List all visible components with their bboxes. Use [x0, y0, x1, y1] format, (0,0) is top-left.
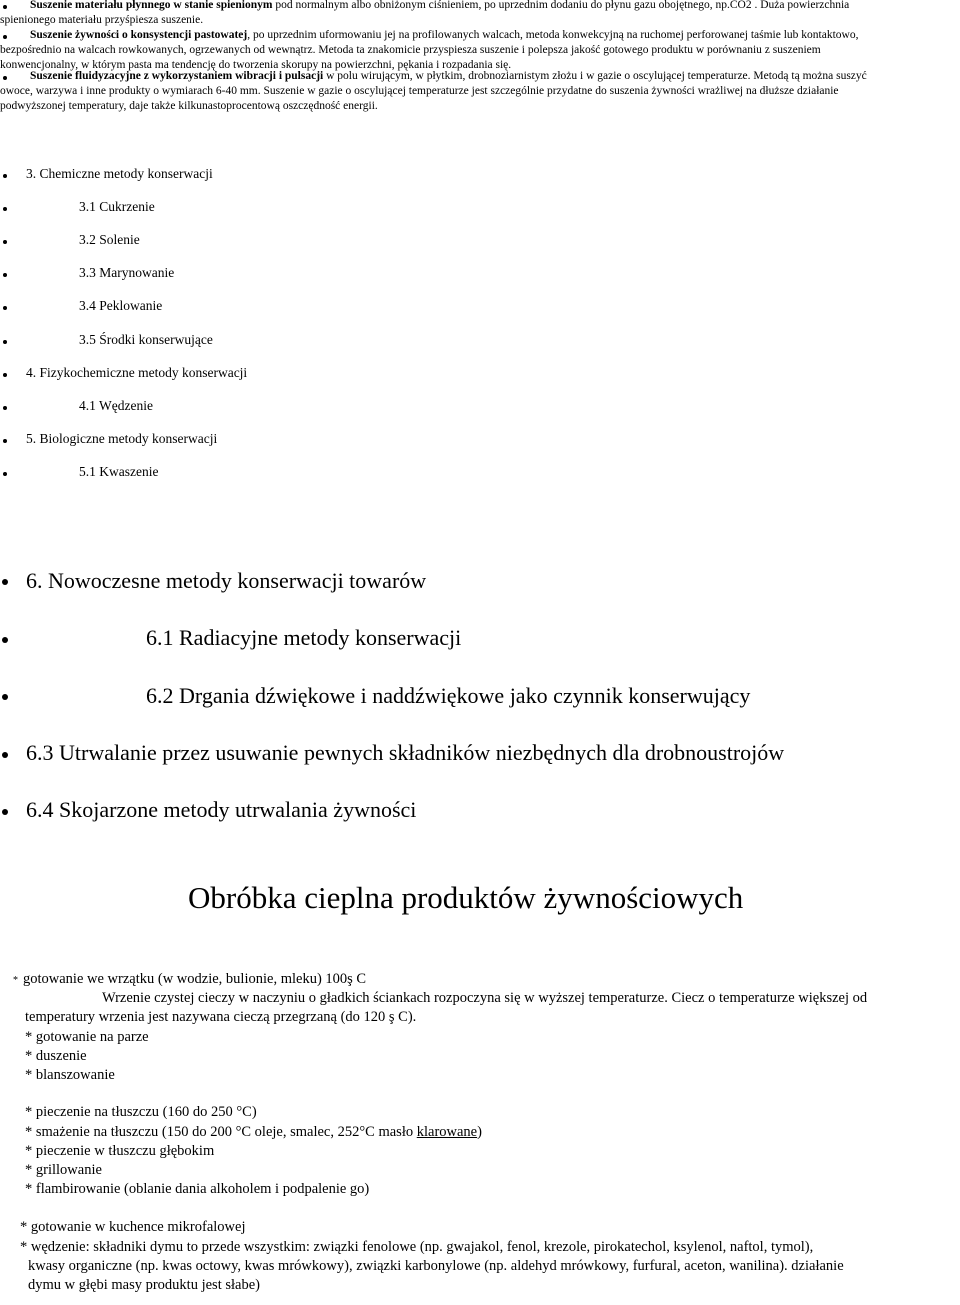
body-line: gotowanie we wrzątku (w wodzie, bulionie, mleku) 100ş C — [23, 971, 367, 987]
bullet — [3, 472, 7, 476]
outline-item: 3.1 Cukrzenie — [79, 199, 155, 214]
body-line: * pieczenie na tłuszczu (160 do 250 °C) — [25, 1104, 257, 1120]
bullet — [3, 306, 7, 310]
bullet — [3, 406, 7, 410]
outline-item-large: 6.2 Drgania dźwiękowe i naddźwiękowe jako czynnik konserwujący — [146, 683, 751, 708]
bullet — [3, 439, 7, 443]
body-line: * wędzenie: składniki dymu to przede wszystkim: związki fenolowe (np. gwajakol, fenol, krezole, pirokatechol, ksylenol, naftol, tymol), — [20, 1239, 814, 1255]
bullet — [3, 340, 7, 344]
outline-item: 3.3 Marynowanie — [79, 265, 175, 280]
para-3-line-1: Suszenie fluidyzacyjne z wykorzystaniem wibracji i pulsacji w polu wirującym, w płytkim, drobnoziarnistym złożu i w gazie o oscylującej temperaturze. Metodą tą można suszyć — [30, 70, 867, 82]
body-line: * duszenie — [25, 1048, 87, 1064]
outline-item: 5.1 Kwaszenie — [79, 464, 159, 479]
body-line: * gotowanie na parze — [25, 1029, 149, 1045]
body-line: * grillowanie — [25, 1162, 102, 1178]
bullet — [2, 579, 8, 585]
para-1-line-1: Suszenie materiału płynnego w stanie spienionym pod normalnym albo obniżonym ciśnieniem, po uprzednim dodaniu do płynu gazu obojętnego, np.CO2 . Duża powierzchnia — [30, 0, 850, 11]
body-line: * smażenie na tłuszczu (150 do 200 °C oleje, smalec, 252°C masło klarowane) — [25, 1124, 482, 1140]
outline-item: 4. Fizykochemiczne metody konserwacji — [26, 365, 248, 380]
outline-item: 3.5 Środki konserwujące — [79, 332, 213, 347]
body-line: dymu w głębi masy produktu jest słabe) — [28, 1277, 260, 1293]
bullet — [2, 637, 8, 643]
body-line: * blanszowanie — [25, 1067, 115, 1083]
asterisk: * — [13, 975, 18, 986]
bullet — [3, 174, 7, 178]
para-1-line-2: spienionego materiału przyśpiesza suszenie. — [0, 14, 204, 26]
bullet — [2, 694, 8, 700]
outline-item: 3.2 Solenie — [79, 232, 140, 247]
outline-item: 3.4 Peklowanie — [79, 298, 163, 313]
body-line: kwasy organiczne (np. kwas octowy, kwas mrówkowy), związki karbonylowe (np. aldehyd mrówkowy, furfural, aceton, wanilina). działanie — [28, 1258, 844, 1274]
body-line: Wrzenie czystej cieczy w naczyniu o gładkich ściankach rozpoczyna się w wyższej temperaturze. Ciecz o temperaturze większej od — [102, 990, 868, 1006]
bullet — [3, 373, 7, 377]
bullet — [3, 207, 7, 211]
outline-item-large: 6.1 Radiacyjne metody konserwacji — [146, 625, 462, 650]
body-line: * flambirowanie (oblanie dania alkoholem i podpalenie go) — [25, 1181, 370, 1197]
outline-item: 3. Chemiczne metody konserwacji — [26, 166, 213, 181]
bullet — [3, 35, 7, 39]
bullet — [2, 752, 8, 758]
outline-item-large: 6.4 Skojarzone metody utrwalania żywności — [26, 797, 417, 822]
para-3-line-2: owoce, warzywa i inne produkty o wymiarach 6-40 mm. Suszenie w gazie o oscylującej temperaturze jest szczególnie przydatne do suszenia żywności wrażliwej na dłuższe działanie — [0, 85, 839, 97]
bullet — [3, 240, 7, 244]
bullet — [3, 5, 7, 9]
outline-item: 5. Biologiczne metody konserwacji — [26, 431, 218, 446]
para-2-line-3: konwencjonalny, w którym pasta ma tendencję do tworzenia skorupy na powierzchni, pękania i rozpadania się. — [0, 59, 512, 71]
bullet — [3, 76, 7, 80]
bullet — [3, 273, 7, 277]
bullet — [2, 809, 8, 815]
section-heading: Obróbka cieplna produktów żywnościowych — [188, 880, 744, 915]
body-line: * pieczenie w tłuszczu głębokim — [25, 1143, 215, 1159]
para-2-line-1: Suszenie żywności o konsystencji pastowatej, po uprzednim uformowaniu jej na profilowanych walcach, metoda konwekcyjną na ruchomej perforowanej taśmie lub kontaktowo, — [30, 29, 859, 41]
body-line: * gotowanie w kuchence mikrofalowej — [20, 1219, 246, 1235]
outline-item: 4.1 Wędzenie — [79, 398, 153, 413]
outline-item-large: 6. Nowoczesne metody konserwacji towarów — [26, 568, 427, 593]
body-line: temperatury wrzenia jest nazywana cieczą przegrzaną (do 120 ş C). — [25, 1009, 417, 1025]
para-2-line-2: bezpośrednio na walcach rowkowanych, ogrzewanych od wewnątrz. Metoda ta znakomicie przyspiesza suszenie i polepsza jakość gotowego produktu w porównaniu z suszeniem — [0, 44, 821, 56]
outline-item-large: 6.3 Utrwalanie przez usuwanie pewnych składników niezbędnych dla drobnoustrojów — [26, 740, 785, 765]
para-3-line-3: podwyższonej temperatury, daje także kilkunastoprocentową oszczędność energii. — [0, 100, 378, 112]
